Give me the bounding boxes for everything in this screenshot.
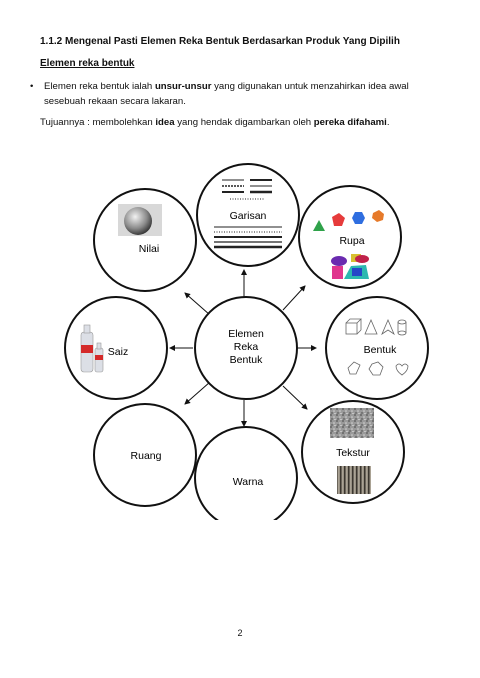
node-label-nilai: Nilai [138,243,160,255]
granite-texture-icon [330,408,374,438]
section-heading: 1.1.2 Mengenal Pasti Elemen Reka Bentuk Berdasarkan Produk Yang Dipilih [40,36,400,47]
node-saiz [65,297,167,399]
node-nilai [94,189,196,291]
center-label-line2: Reka [233,341,259,353]
node-label-saiz: Saiz [107,346,129,358]
design-elements-diagram [0,150,480,520]
node-label-warna: Warna [232,476,264,488]
page-number: 2 [237,628,243,638]
node-garisan [197,164,299,266]
node-label-garisan: Garisan [229,210,267,222]
node-rupa [299,186,401,288]
center-node [195,297,297,399]
bullet-icon: • [30,81,34,92]
subheading: Elemen reka bentuk [40,58,135,69]
node-label-tekstur: Tekstur [336,447,370,459]
bark-texture-icon [337,466,371,494]
node-tekstur [302,401,404,503]
center-label-line3: Bentuk [229,354,263,366]
purpose-text: Tujuannya : membolehkan idea yang hendak digambarkan oleh pereka difahami. [40,117,390,128]
node-label-bentuk: Bentuk [363,344,397,356]
center-label-line1: Elemen [228,328,264,340]
shaded-sphere-icon [118,204,162,236]
bullet-text: Elemen reka bentuk ialah unsur-unsur yang digunakan untuk menzahirkan idea awal sesebuah rekaan secara lakaran. [44,81,409,107]
node-label-ruang: Ruang [130,450,162,462]
node-label-rupa: Rupa [339,235,365,247]
node-warna [195,427,297,520]
node-ruang [94,404,196,506]
node-bentuk [326,297,428,399]
